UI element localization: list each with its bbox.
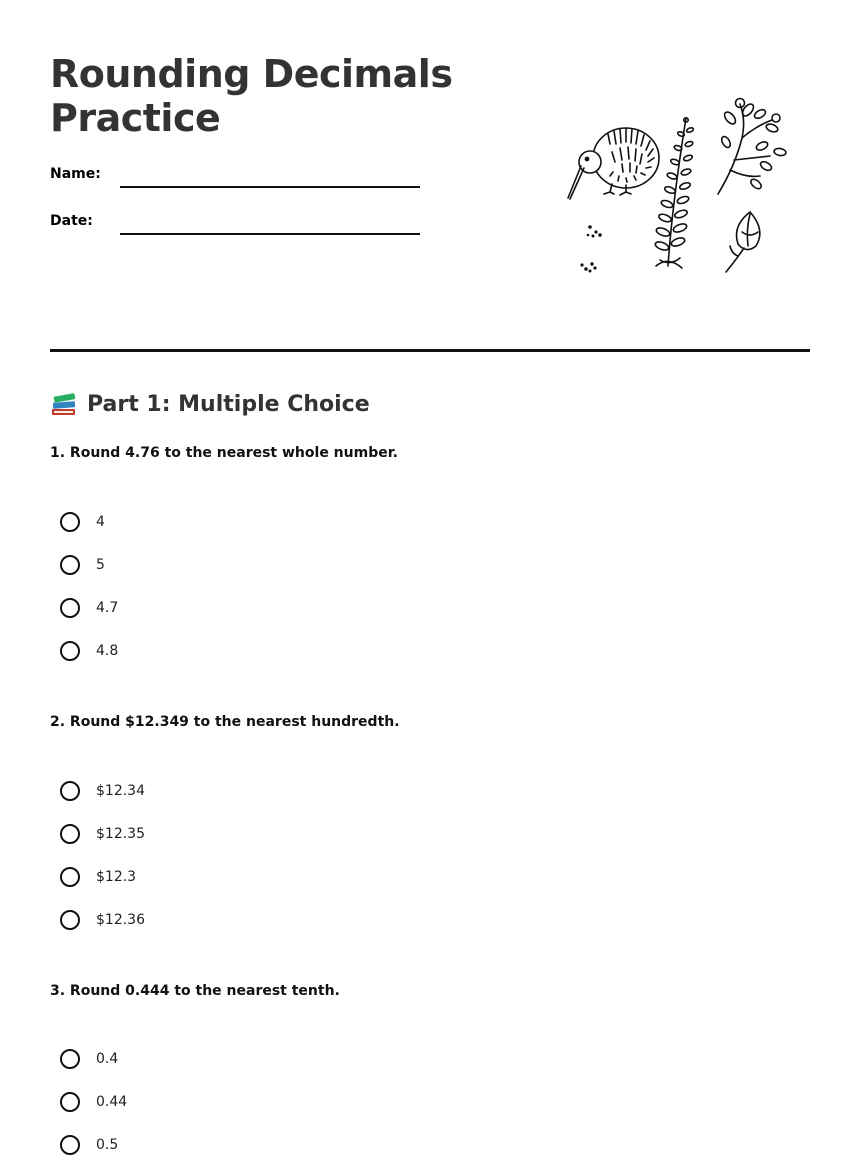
option-1-b[interactable] bbox=[60, 543, 118, 586]
header-divider bbox=[50, 349, 810, 352]
date-input-line[interactable] bbox=[120, 233, 420, 235]
option-label: $12.34 bbox=[96, 782, 145, 799]
radio-button[interactable] bbox=[60, 555, 80, 575]
radio-button[interactable] bbox=[60, 867, 80, 887]
question-2-text: 2. Round $12.349 to the nearest hundredth. bbox=[50, 714, 400, 730]
radio-button[interactable] bbox=[60, 598, 80, 618]
option-label: 5 bbox=[96, 556, 105, 573]
radio-button[interactable] bbox=[60, 910, 80, 930]
question-2-options bbox=[60, 769, 145, 941]
option-3-a[interactable] bbox=[60, 1037, 127, 1080]
option-3-b[interactable] bbox=[60, 1080, 127, 1123]
option-1-c[interactable] bbox=[60, 586, 118, 629]
name-label: Name: bbox=[50, 166, 101, 182]
radio-button[interactable] bbox=[60, 1135, 80, 1155]
option-label: $12.35 bbox=[96, 825, 145, 842]
radio-button[interactable] bbox=[60, 1092, 80, 1112]
option-label: 4.7 bbox=[96, 599, 119, 616]
radio-button[interactable] bbox=[60, 1049, 80, 1069]
radio-button[interactable] bbox=[60, 781, 80, 801]
section-title-text: Part 1: Multiple Choice bbox=[87, 391, 370, 417]
option-label: 4.8 bbox=[96, 642, 119, 659]
option-2-b[interactable] bbox=[60, 812, 145, 855]
section-title bbox=[50, 388, 370, 420]
nature-illustration bbox=[560, 96, 800, 286]
question-1-text: 1. Round 4.76 to the nearest whole number. bbox=[50, 445, 398, 461]
flower-bud-icon bbox=[726, 212, 760, 272]
option-label: 0.5 bbox=[96, 1136, 119, 1153]
books-icon bbox=[50, 390, 78, 418]
option-2-d[interactable] bbox=[60, 898, 145, 941]
question-1-options bbox=[60, 500, 118, 672]
name-input-line[interactable] bbox=[120, 186, 420, 188]
question-3-text: 3. Round 0.444 to the nearest tenth. bbox=[50, 983, 340, 999]
option-label: $12.36 bbox=[96, 911, 145, 928]
option-1-a[interactable] bbox=[60, 500, 118, 543]
option-3-c[interactable] bbox=[60, 1123, 127, 1166]
option-2-a[interactable] bbox=[60, 769, 145, 812]
date-label: Date: bbox=[50, 213, 93, 229]
name-field-row bbox=[50, 166, 430, 196]
worksheet-title: Rounding Decimals Practice bbox=[50, 52, 453, 140]
option-label: 4 bbox=[96, 513, 105, 530]
fern-icon bbox=[654, 118, 694, 268]
radio-button[interactable] bbox=[60, 641, 80, 661]
date-field-row bbox=[50, 213, 430, 243]
radio-button[interactable] bbox=[60, 512, 80, 532]
option-label: $12.3 bbox=[96, 868, 137, 885]
kiwi-bird-icon bbox=[568, 128, 659, 199]
seeds-icon bbox=[580, 225, 601, 272]
option-label: 0.4 bbox=[96, 1050, 119, 1067]
option-label: 0.44 bbox=[96, 1093, 128, 1110]
option-1-d[interactable] bbox=[60, 629, 118, 672]
option-2-c[interactable] bbox=[60, 855, 145, 898]
question-3-options bbox=[60, 1037, 127, 1166]
radio-button[interactable] bbox=[60, 824, 80, 844]
leafy-branch-icon bbox=[718, 99, 787, 195]
